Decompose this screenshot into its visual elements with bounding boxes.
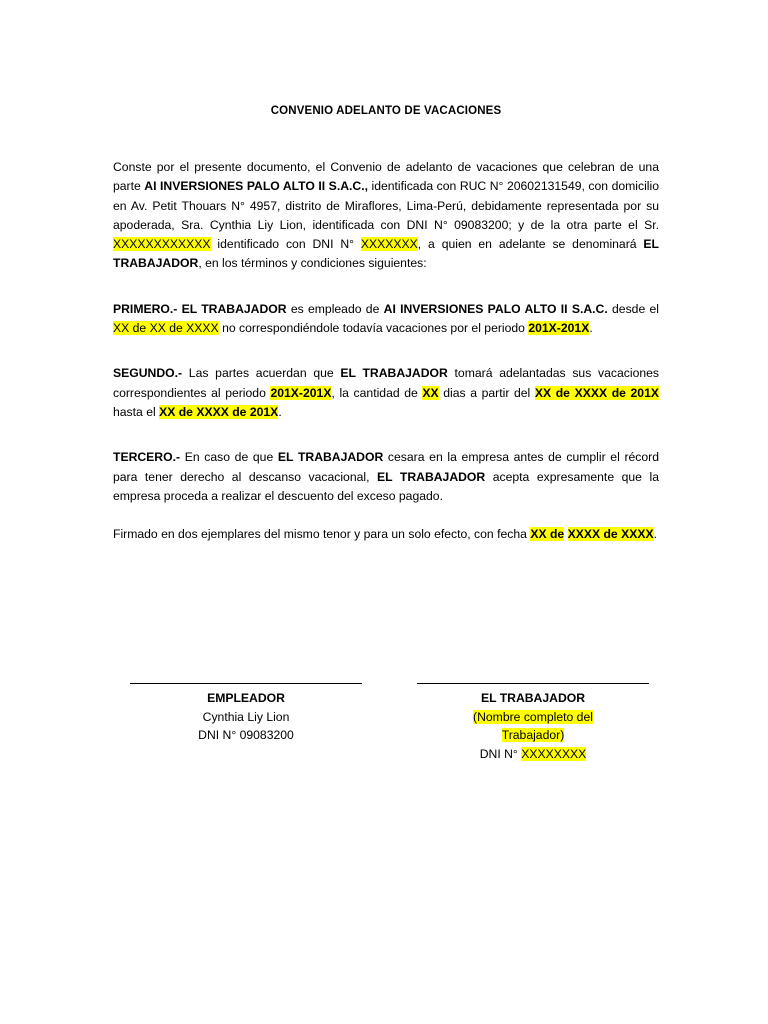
signature-role-employer: EMPLEADOR bbox=[207, 691, 285, 705]
signature-name-employer: Cynthia Liy Lion bbox=[202, 709, 290, 724]
signature-line-worker bbox=[417, 683, 649, 684]
primero-text-3: no correspondiéndole todavía vacaciones por el periodo bbox=[218, 321, 529, 336]
spacer-segundo bbox=[113, 422, 659, 448]
spacer-tercero bbox=[113, 506, 659, 525]
tercero-text-2: cesara en la empresa antes de cumplir el récord para tener derecho al descanso vacacional, bbox=[113, 450, 659, 484]
page-title: CONVENIO ADELANTO DE VACACIONES bbox=[270, 105, 502, 117]
clause-label-segundo: SEGUNDO.- bbox=[113, 366, 183, 381]
intro-worker-label: EL TRABAJADOR bbox=[113, 237, 659, 271]
placeholder-from-date: XX de XXXX de 201X bbox=[534, 385, 659, 400]
segundo-text-3: , la cantidad de bbox=[331, 385, 423, 400]
tercero-worker-label: EL TRABAJADOR bbox=[277, 450, 384, 465]
placeholder-worker-name: XXXXXXXXXXXX bbox=[113, 237, 211, 252]
tercero-worker-label-2: EL TRABAJADOR bbox=[377, 469, 486, 484]
placeholder-worker-dni-signature: XXXXXXXX bbox=[521, 746, 587, 761]
placeholder-period-segundo: 201X-201X bbox=[270, 385, 332, 400]
placeholder-sign-date-2: XXXX de XXXX bbox=[567, 527, 654, 542]
segundo-text-4: dias a partir del bbox=[438, 385, 535, 400]
placeholder-days-count: XX bbox=[422, 385, 439, 400]
primero-company-name: AI INVERSIONES PALO ALTO II S.A.C. bbox=[383, 301, 608, 316]
clause-label-primero: PRIMERO.- bbox=[113, 301, 178, 316]
segundo-worker-label: EL TRABAJADOR bbox=[340, 366, 448, 381]
primero-text-4: . bbox=[589, 321, 593, 336]
paragraph-primero bbox=[113, 300, 659, 339]
signature-line-employer bbox=[130, 683, 362, 684]
paragraph-intro bbox=[113, 158, 659, 274]
tercero-text-1: En caso de que bbox=[180, 450, 278, 465]
placeholder-worker-fullname-2: Trabajador) bbox=[501, 728, 565, 742]
clause-label-tercero: TERCERO.- bbox=[113, 450, 181, 465]
segundo-text-2: tomará adelantadas sus vacaciones correspondientes al periodo bbox=[113, 366, 660, 400]
placeholder-sign-date-1: XX de bbox=[530, 527, 565, 542]
signature-worker bbox=[417, 683, 649, 763]
signature-name-worker-line1 bbox=[417, 708, 649, 727]
signature-dni-employer: DNI N° 09083200 bbox=[198, 728, 294, 742]
signature-dni-worker bbox=[417, 745, 649, 764]
closing-text-2: . bbox=[653, 527, 657, 542]
intro-company-name: AI INVERSIONES PALO ALTO II S.A.C., bbox=[144, 179, 368, 194]
segundo-text-1: Las partes acuerdan que bbox=[182, 366, 341, 381]
signature-employer bbox=[130, 683, 362, 763]
primero-text-2: desde el bbox=[607, 301, 659, 316]
signature-name-worker-line2 bbox=[417, 726, 649, 745]
primero-worker-label: EL TRABAJADOR bbox=[181, 301, 287, 316]
paragraph-tercero bbox=[113, 448, 659, 506]
placeholder-worker-dni: XXXXXXX bbox=[360, 237, 418, 252]
signature-block bbox=[113, 683, 659, 763]
paragraph-closing bbox=[113, 525, 659, 544]
primero-text-1: es empleado de bbox=[286, 301, 384, 316]
tercero-text-3: acepta expresamente que la empresa proceda a realizar el descuento del exceso pagado. bbox=[113, 469, 659, 503]
intro-text-3: identificado con DNI N° bbox=[210, 237, 361, 252]
spacer-primero bbox=[113, 338, 659, 364]
placeholder-to-date: XX de XXXX de 201X bbox=[159, 404, 279, 419]
signature-dni-label-worker: DNI N° bbox=[479, 746, 522, 761]
segundo-text-6: . bbox=[278, 404, 282, 419]
intro-text-5: , en los términos y condiciones siguientes: bbox=[198, 256, 427, 271]
intro-text-2: identificada con RUC N° 20602131549, con domicilio en Av. Petit Thouars N° 4957, distrito de Miraflores, Lima-Perú, debidamente representada por su apoderada, Sra. Cynthia Liy Lion, identificada con DNI N° 09083200; y de la otra parte el Sr. bbox=[113, 179, 659, 232]
segundo-text-5: hasta el bbox=[113, 404, 160, 419]
spacer-intro bbox=[113, 274, 659, 300]
placeholder-start-date: XX de XX de XXXX bbox=[113, 321, 219, 336]
spacer-title bbox=[113, 117, 659, 158]
paragraph-segundo bbox=[113, 364, 659, 422]
closing-text-1: Firmado en dos ejemplares del mismo tenor y para un solo efecto, con fecha bbox=[113, 527, 531, 542]
signature-role-worker: EL TRABAJADOR bbox=[480, 691, 586, 705]
placeholder-worker-fullname-1: (Nombre completo del bbox=[473, 709, 593, 724]
intro-text-1: Conste por el presente documento, el Convenio de adelanto de vacaciones que celebran de una parte bbox=[113, 160, 659, 194]
intro-text-4: , a quien en adelante se denominará bbox=[417, 237, 644, 252]
document-body bbox=[113, 0, 659, 544]
placeholder-period-primero: 201X-201X bbox=[528, 321, 590, 336]
